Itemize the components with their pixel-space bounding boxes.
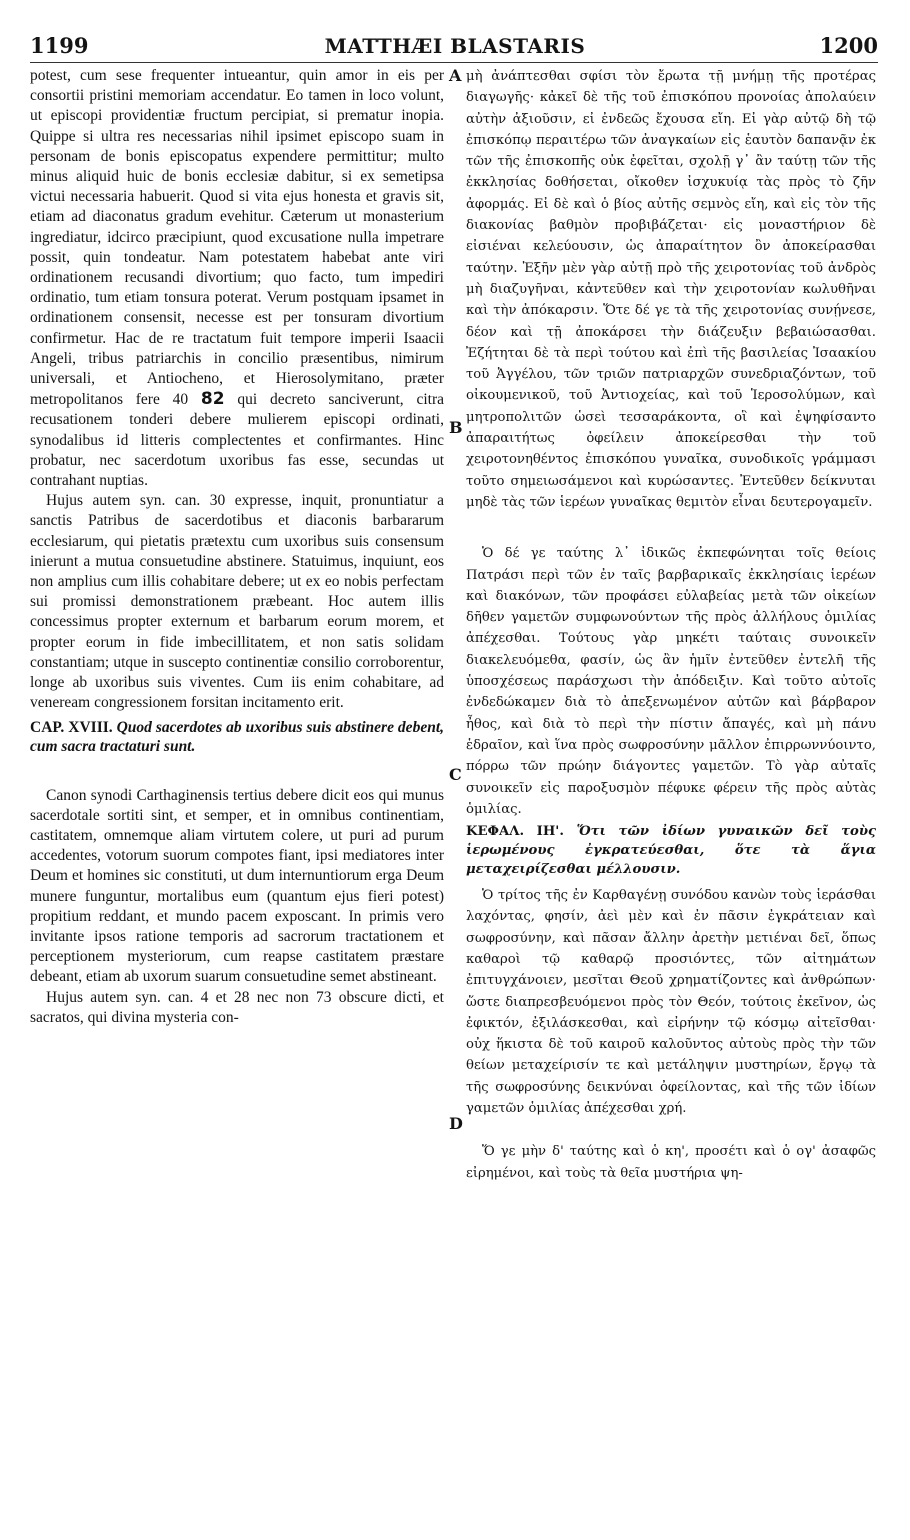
page-number-left: 1199 [30,33,89,58]
greek-paragraph-4: Ὅ γε μὴν δ' ταύτης καὶ ὁ κη', προσέτι καὶ ὁ ογ' ἀσαφῶς εἰρημένοι, καὶ τοὺς τὰ θεῖα μυστήρια ψη- [466,1144,876,1181]
page-number-right: 1200 [819,33,878,58]
greek-chapter-heading [466,822,876,879]
margin-letter-c: C [449,765,462,784]
margin-letter-a: A [449,66,462,85]
greek-chapter-title: Ὅτι τῶν ἰδίων γυναικῶν δεῖ τοὺς ἱερωμένους ἐγκρατεύεσθαι, ὅτε τὰ ἅγια μεταχειρίζεσθαι μέλλουσιν. [466,824,876,878]
margin-letter-d: D [449,1114,463,1133]
greek-chapter-label: ΚΕΦΑΛ. ΙΗ'. [466,824,564,840]
latin-chapter-title: Quod sacerdotes ab uxoribus suis abstinere debent, cum sacra tractaturi sunt. [30,718,444,755]
latin-paragraph-1b-text: qui decreto sanciverunt, citra recusationem tonderi debere mulierem episcopi ordinati, synodalibus id litteris complectentes et confirmantes. Hinc probatur, nec sacerdotum uxoribus fas esse, secundas ut contrahant nuptias. [30,391,444,490]
header-rule [30,62,878,63]
latin-column [30,66,444,1536]
spacer [30,756,444,786]
greek-paragraph-1: μὴ ἀνάπτεσθαι σφίσι τὸν ἔρωτα τῇ μνήμῃ τῆς προτέρας διαγωγῆς· κἀκεῖ δὲ τῆς τοῦ ἐπισκόπου προνοίας ἀπολαύειν αὐτὴν ἀξιοῦσιν, εἰ ἐνδεῶς ἔχουσα εἴη. Εἰ γὰρ αὐτῷ δὴ τῷ ἐπισκόπῳ περαιτέρω τῶν ἀναγκαίων εἰς ἑαυτὸν δαπανᾷν ἐκ τῶν τῆς ἐπισκοπῆς οὐκ ἐφεῖται, σχολῇ γ᾽ ἂν ταύτῃ τῶν τῆς ἐκκλησίας δοθήσεται, οἴκοθεν ἰσχυκυίᾳ τὰς πρὸς τὸ ζῆν ἀφορμάς. Εἰ δὲ καὶ ὁ βίος αὐτῆς σεμνὸς εἴη, καὶ εἰς τὸν τῆς διακονίας βαθμὸν προβιβάζεται· εἰς μοναστήριον δὲ εἰσιέναι κελεύουσιν, ὡς ἀπαραίτητον ὂν ἀποκείρασθαι ταύτην. Ἐξῆν μὲν γὰρ αὐτῇ πρὸ τῆς χειροτονίας τοῦ ἀνδρὸς μὴ διαζυγῆναι, κἀντεῦθεν καὶ τὴν χειροτονίαν κωλυθῆναι καὶ τὴν ἀπόκαρσιν. Ὅτε δέ γε τὰ τῆς χειροτονίας συνῄνεσε, δέον καὶ τῇ ἀποκάρσει τὴν διάζευξιν βεβαιώσασθαι. Ἐζήτηται δὲ τὰ περὶ τούτου καὶ ἐπὶ τῆς βασιλείας Ἰσαακίου τοῦ Ἀγγέλου, τῶν τριῶν πατριαρχῶν συνεδριαζόντων, τοῦ οἰκουμενικοῦ, τοῦ Ἀντιοχείας, καὶ τοῦ Ἱεροσολύμων, καὶ μητροπολιτῶν ὡσεὶ τεσσαράκοντα, οἳ καὶ ἐψηφίσαντο ἀπαραιτήτως ὀφείλειν ἀποκείρεσθαι τὴν τοῦ χειροτονηθέντος ἐπισκόπου γυναῖκα, συνοδικοῖς γράμμασι τοῦτο σημειωσάμενοι καὶ κυρώσαντες. Ἐντεῦθεν δείκνυται μηδὲ τὰς τῶν ἱερέων γυναῖκας θεμιτὸν εἶναι δευτερογαμεῖν. [466,69,876,510]
greek-column [466,66,876,1536]
latin-chapter-heading [30,718,444,756]
margin-letter-b: B [449,418,463,437]
spacer [466,513,876,543]
latin-chapter-label: CAP. XVIII. [30,718,113,736]
latin-paragraph-1 [30,66,444,491]
spacer [466,1119,876,1141]
page-mark: 82 [200,389,225,410]
greek-paragraph-2: Ὁ δέ γε ταύτης λ᾽ ἰδικῶς ἐκπεφώνηται τοῖς θείοις Πατράσι περὶ τῶν ἐν ταῖς βαρβαρικαῖς ἐκκλησίαις ἱερέων καὶ διακόνων, τῶν προφάσει εὐλαβείας μετὰ τῶν οἰκείων δῆθεν γαμετῶν συμφωνούντων τῆς πρὸς ἀλλήλους ὁμιλίας ἀπέχεσθαι. Τούτους γὰρ μηκέτι ταύταις συνοικεῖν διακελευόμεθα, φασίν, ὡς ἂν ἡμῖν ἐντεῦθεν ἐντελῆ τῆς ὑποσχέσεως παράσχωσι τὴν ἀπόδειξιν. Καὶ τοῦτο αὐτοῖς ἐνδεδώκαμεν διὰ τὸ ἀπεξενωμένον αὐτῶν καὶ βάρβαρον ἦθος, καὶ διὰ τὸ περὶ τὴν πίστιν ἄπαγές, καὶ μὴ πάνυ ἑδραῖον, καὶ ἵνα πρὸς σωφροσύνην μᾶλλον ἐπιρρωννύοιντο, πόρρω τῶν πρώην διάγοντες γαμετῶν. Τὸ γὰρ αὐταῖς συνοικεῖν εἰς παροξυσμὸν πέφυκε φέρειν τῆς πρὸς αὐτὰς ὁμιλίας. [466,546,876,817]
greek-paragraph-3: Ὁ τρίτος τῆς ἐν Καρθαγένῃ συνόδου κανὼν τοὺς ἱεράσθαι λαχόντας, φησίν, ἀεὶ μὲν καὶ ἐν πᾶσιν ἐγκράτειαν καὶ σωφροσύνην, καὶ πᾶσαν ἄλλην ἀρετὴν μετιέναι δεῖ, ὅπως καθαροὶ τῷ καθαρῷ προσιόντες, τῶν αἰτημάτων ἐπιτυγχάνοιεν, μεσῖται Θεοῦ χρηματίζοντες καὶ ἀνθρώπων· ὥστε διαπρεσβευόμενοι πρὸς τὸν Θεόν, τούτοις ἐκεῖνον, ὡς ἐφικτόν, ἐξιλάσκεσθαι, καὶ εἰρήνην τῷ κόσμῳ αἰτεῖσθαι· οὐχ ἥκιστα δὲ τοῦ καιροῦ καλοῦντος αὐτοὺς πρὸς τὴν τῶν θείων μεταχείρισίν τε καὶ μετάληψιν μυστηρίων, ἔργῳ τὰ τῆς σωφροσύνης δεικνύναι ὀφείλοντας, καὶ τῆς τῶν ἰδίων γαμετῶν ὁμιλίας ἀπέχεσθαι χρή. [466,888,876,1117]
latin-paragraph-1-text: potest, cum sese frequenter intueantur, quin amor in eis per consortii pristini memoriam accendatur. Eo tamen in loco volunt, ut episcopi providentiæ fructum percipiat, si prematur inopia. Quippe si ultra res necessarias nihil ipsimet episcopo suam in personam de bonis episcopatus expendere permittitur; multo minus aliquid huic de bonis ecclesiæ dabitur, si ex semetipsa victui necessaria habuerit. Quod si vita ejus honesta et gravis sit, etiam ad diaconatus gradum evehitur. Cæterum ut monasterium ingrediatur, idcirco præcipiunt, quod excusatione nulla impetrare possit, quin tondeatur. Nam potestatem habebat ante viri ordinationem recusandi divortium; quo facto, tum impediri ordinatio, tum etiam tonsura poterat. Verum postquam ipsamet in ordinationem consensit, necesse est per tonsuram divortium confirmetur. Hac de re tractatum fuit tempore imperii Isaacii Angeli, tribus patriarchis in concilio præsentibus, nimirum universali, et Antiocheno, et Hierosolymitano, præter metropolitanos fere 40 [30,67,444,409]
latin-paragraph-4: Hujus autem syn. can. 4 et 28 nec non 73 obscure dicti, et sacratos, qui divina mysteria con- [30,988,444,1026]
latin-paragraph-2: Hujus autem syn. can. 30 expresse, inquit, pronuntiatur a sanctis Patribus de sacerdotibus et diaconis barbararum ecclesiarum, qui pietatis prætextu cum uxoribus suis consensum inierunt a mutua consuetudine abstinere. Statuimus, inquiunt, eos non amplius cum illis cohabitare debere; ut ex eo nobis perfectam sui promissi demonstrationem præbeant. Hoc autem illis concessimus propter externum et barbarum eorum morem, et propter eorum in fide imbecillitatem, et non satis solidam constantiam; utque in suscepto continentiæ consilio corroborentur, longe ab uxoribus suis viventes. Cum iis enim cohabitare, ad veneream congressionem forsitan incitamento erit. [30,492,444,712]
running-title: MATTHÆI BLASTARIS [324,34,586,58]
latin-paragraph-3: Canon synodi Carthaginensis tertius debere dicit eos qui munus sacerdotale sortiti sint, et semper, et in omnibus continentiam, castitatem, omnemque aliam virtutem colere, ut puri ad purum accedentes, votorum suorum compotes fiant, ipsi mediatores inter Deum et homines sic constituti, ut dum internuntiorum erga Deum munere funguntur, mortalibus eum (quantum ejus fieri potest) propitium reddant, et mundo pacem exposcant. In primis vero invitante ipsos ratione temporis ad sacrorum tractationem et perceptionem mysteriorum, cum reapse castitatem præstare debeant, etiam ab uxorum suarum consuetudine semet abstineant. [30,786,444,986]
